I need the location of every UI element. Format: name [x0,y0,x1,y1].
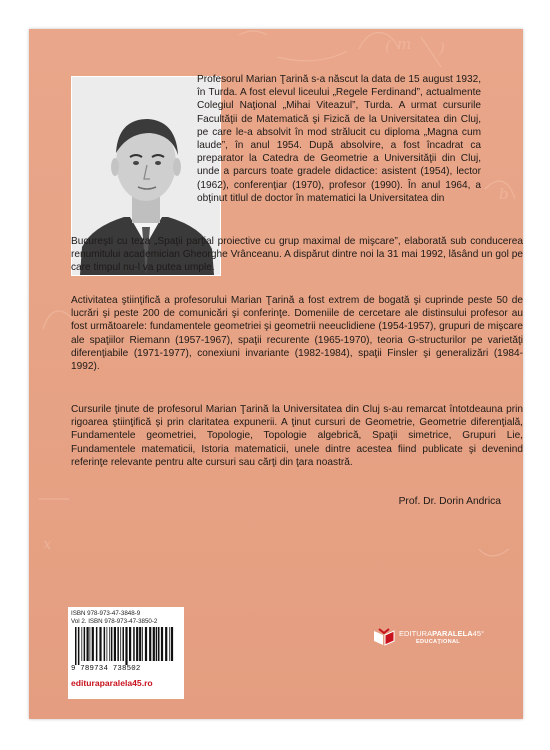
barcode-digits: 9 789734 738502 [71,665,141,673]
barcode-bar [117,627,119,661]
barcode-bar [123,627,125,661]
barcode-bar [87,627,89,661]
barcode-bar [129,627,131,661]
barcode-bar [153,627,155,661]
barcode-bar [78,627,80,665]
barcode-bar [109,627,110,661]
svg-text:): ) [439,39,445,57]
publisher-website[interactable]: edituraparalela45.ro [71,678,153,688]
publisher-logo [373,626,513,666]
barcode-bar [125,627,127,665]
barcode-bar [75,627,77,665]
barcode-bar [104,627,106,661]
barcode-bar [90,627,91,661]
barcode-bar [96,627,98,661]
barcode-bar [81,627,82,661]
barcode-bar [142,627,143,661]
svg-text:(: ( [385,37,391,55]
barcode-bar [136,627,138,661]
barcode-bar [169,627,170,661]
barcode-bar [158,627,160,661]
scientific-activity-paragraph: Activitatea ştiinţifică a profesorului Marian Ţarină a fost extrem de bogată şi cuprinde peste 50 de lucrări şi peste 200 de comunicări şi conferinţe. Domeniile de cercetare ale distinsului profesor au fost următoarele: fundamentele geometriei şi geometrii neeuclidiene (1954-1957), grupuri de mişcare ale spaţiilor Riemann (1957-1967), spaţii recurente (1965-1970), teoria G-structurilor pe varietăţi diferenţiabile (1971-1977), conexiuni invariante (1982-1984), spaţii Finsler şi generalizări (1984-1992). [71,295,523,373]
biography-paragraph-continuation: Bucureşti cu teza „Spaţii parţial proiective cu grup maximal de mişcare”, elaborată sub conducerea renumitului academician Gheorghe Vrânceanu. A dispărut dintre noi la 31 mai 1992, lăsând un gol pe care timpul nu-l va putea umple. [71,236,523,274]
barcode-bar [149,627,151,661]
barcode-bar [139,627,141,661]
isbn-barcode-panel [68,607,184,699]
barcode-bar [92,627,94,661]
barcode-bar [171,627,173,661]
book-back-cover [29,29,523,719]
barcode-bar [161,627,163,661]
svg-text:x: x [43,535,52,553]
isbn-text: ISBN 978-973-47-3848-9 [71,610,141,617]
biography-paragraph: Profesorul Marian Ţarină s-a născut la data de 15 august 1932, în Turda. A fost elevul liceului „Regele Ferdinand”, actualmente Colegiul Naţional „Mihai Viteazul”, Turda. A urmat cursurile Facultăţii de Matematică şi Fizică de la Universitatea din Cluj, pe care le-a absolvit în mod strălucit cu diploma „Magna cum laude”, în anul 1954. După absolvire, a fost încadrat ca preparator la Catedra de Geometrie a Universităţii din Cluj, unde a parcurs toate gradele didactice: asistent (1954), lector (1962), conferenţiar (1970), profesor (1990). În anul 1964, a obţinut titlul de doctor în matematici la Universitatea din [197,74,481,204]
barcode-bar [165,627,167,661]
author-signature: Prof. Dr. Dorin Andrica [398,496,501,507]
svg-text:m: m [397,35,412,53]
svg-text:b: b [499,185,509,203]
barcode-bar [156,627,158,661]
barcode-bar [114,627,116,661]
barcode-bar [107,627,108,661]
barcode-bar [133,627,135,661]
publisher-imprint: EDUCAŢIONAL [416,639,461,645]
barcode-bar [111,627,113,661]
barcode-bar [99,627,101,661]
barcode-bar [120,627,121,661]
barcode-bar [145,627,147,661]
isbn-volume-text: Vol 2. ISBN 978-973-47-3850-2 [71,618,158,625]
courses-paragraph: Cursurile ţinute de profesorul Marian Ţarină la Universitatea din Cluj s-au remarcat întotdeauna prin rigoarea ştiinţifică şi prin claritatea expunerii. A ţinut cursuri de Geometrie, Geometrie diferenţială, Fundamentele geometriei, Topologie, Topologie algebrică, Spaţii simetrice, Grupuri Lie, Fundamentele matematicii, Istoria matematicii, unele dintre acestea fiind publicate şi devenind referinţe relevante pentru alte cursuri sau cărţi din ţara noastră. [71,404,523,468]
publisher-name: EDITURAPARALELA45° [399,629,485,638]
barcode-bar [84,627,86,661]
book-arrow-icon [373,628,395,646]
barcode-graphic [71,627,181,665]
